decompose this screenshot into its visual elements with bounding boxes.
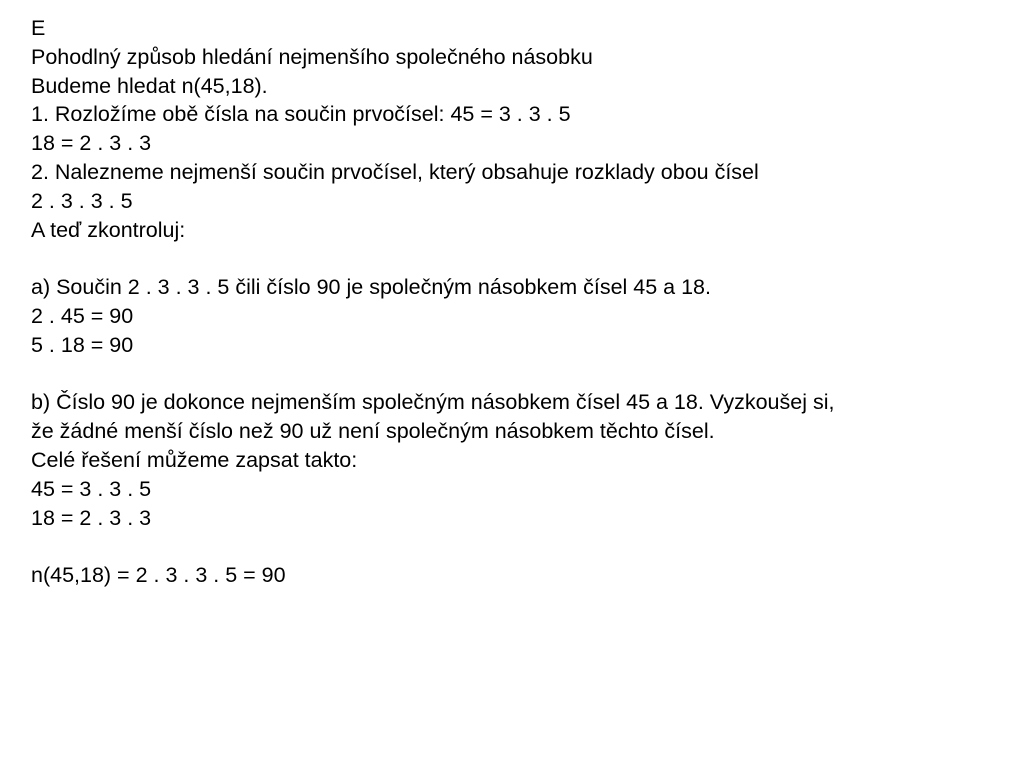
step-2-product: 2 . 3 . 3 . 5	[31, 188, 133, 213]
final-result: n(45,18) = 2 . 3 . 3 . 5 = 90	[31, 563, 286, 588]
part-a-equation-2: 5 . 18 = 90	[31, 332, 134, 357]
step-2-text: 2. Nalezneme nejmenší součin prvočísel, který obsahuje rozklady obou čísel	[31, 159, 759, 184]
solution-equation-2: 18 = 2 . 3 . 3	[31, 505, 152, 530]
part-a-text: a) Součin 2 . 3 . 3 . 5 čili číslo 90 je společným násobkem čísel 45 a 18.	[31, 275, 711, 300]
document-body	[31, 14, 1011, 590]
part-b-text-1: b) Číslo 90 je dokonce nejmenším společným násobkem čísel 45 a 18. Vyzkoušej si,	[31, 390, 835, 415]
blank-line	[31, 360, 1011, 389]
step-1-factorization: 18 = 2 . 3 . 3	[31, 131, 152, 156]
step-1-text: 1. Rozložíme obě čísla na součin prvočísel: 45 = 3 . 3 . 5	[31, 102, 571, 127]
solution-equation-1: 45 = 3 . 3 . 5	[31, 476, 152, 501]
part-a-equation-1: 2 . 45 = 90	[31, 303, 134, 328]
document-title: Pohodlný způsob hledání nejmenšího společného násobku	[31, 44, 593, 69]
blank-line	[31, 532, 1011, 561]
solution-intro: Celé řešení můžeme zapsat takto:	[31, 447, 358, 472]
part-b-text-2: že žádné menší číslo než 90 už není společným násobkem těchto čísel.	[31, 419, 715, 444]
intro-text: Budeme hledat n(45,18).	[31, 73, 268, 98]
blank-line	[31, 244, 1011, 273]
section-heading: E	[31, 16, 46, 40]
check-prompt: A teď zkontroluj:	[31, 217, 186, 242]
